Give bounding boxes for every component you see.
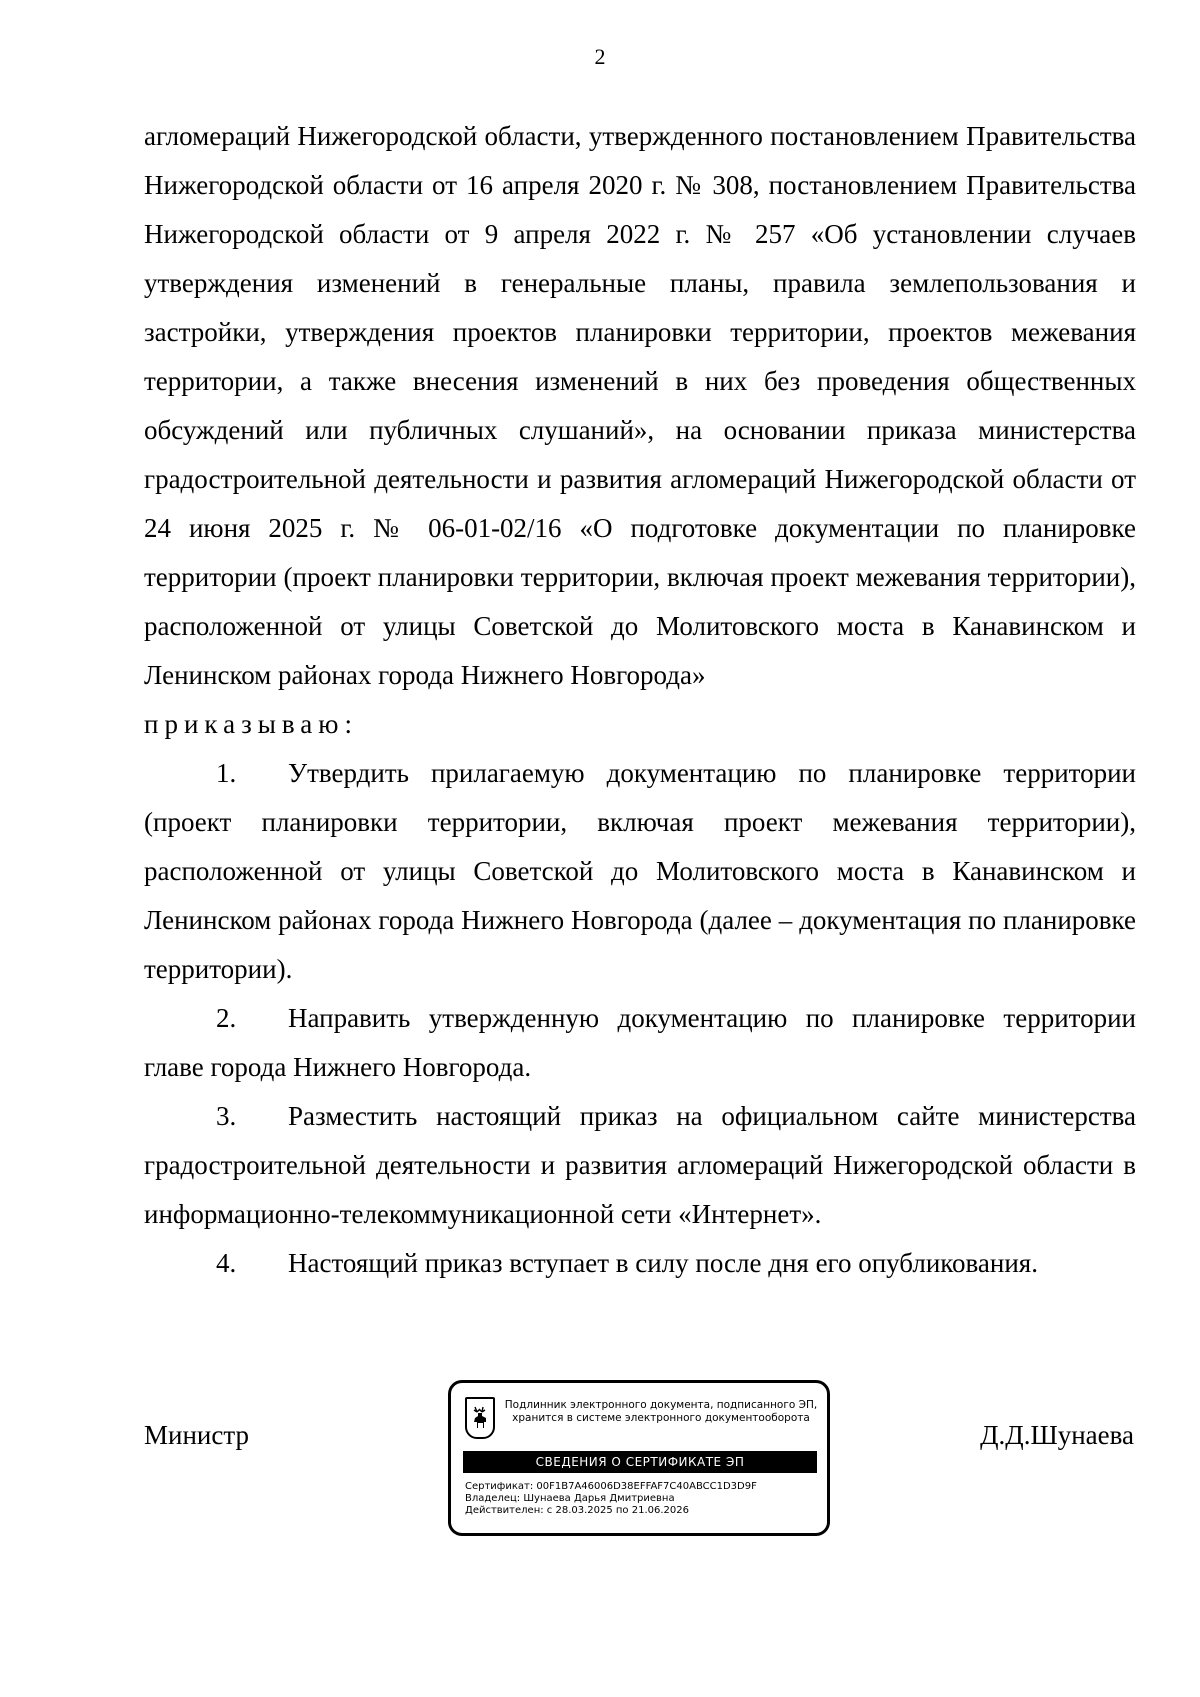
stamp-note-line: хранится в системе электронного документооборота	[512, 1412, 810, 1424]
order-item-2	[144, 994, 1136, 1092]
intro-paragraph: агломераций Нижегородской области, утвержденного постановлением Правительства Нижегородской области от 16 апреля 2020 г. № 308, постановлением Правительства Нижегородской области от 9 апреля 2022 г. № 257 «Об установлении случаев утверждения изменений в генеральные планы, правила землепользования и застройки, утверждения проектов планировки территории, проектов межевания территории, а также внесения изменений в них без проведения общественных обсуждений или публичных слушаний», на основании приказа министерства градостроительной деятельности и развития агломераций Нижегородской области от 24 июня 2025 г. № 06-01-02/16 «О подготовке документации по планировке территории (проект планировки территории, включая проект межевания территории), расположенной от улицы Советской до Молитовского моста в Канавинском и Ленинском районах города Нижнего Новгорода»	[144, 121, 1136, 690]
item-text: Направить утвержденную документацию по планировке территории главе города Нижнего Новгорода.	[144, 1003, 1136, 1082]
item-number: 3.	[216, 1101, 237, 1131]
electronic-signature-stamp	[448, 1380, 830, 1536]
order-item-4	[144, 1239, 1136, 1288]
certificate-details	[465, 1481, 815, 1517]
signer-title: Министр	[144, 1420, 249, 1450]
signer-name: Д.Д.Шунаева	[980, 1420, 1134, 1450]
certificate-owner: Владелец: Шунаева Дарья Дмитриевна	[465, 1493, 675, 1504]
item-number: 1.	[216, 758, 237, 788]
order-item-1	[144, 749, 1136, 994]
stamp-header: СВЕДЕНИЯ О СЕРТИФИКАТЕ ЭП	[463, 1451, 817, 1473]
item-number: 4.	[216, 1248, 237, 1278]
document-body	[144, 112, 1136, 1288]
item-text: Утвердить прилагаемую документацию по планировке территории (проект планировки территории, включая проект межевания территории), расположенной от улицы Советской до Молитовского моста в Канавинском и Ленинском районах города Нижнего Новгорода (далее – документация по планировке территории).	[144, 758, 1136, 984]
certificate-validity: Действителен: с 28.03.2025 по 21.06.2026	[465, 1505, 689, 1516]
stamp-note	[501, 1399, 821, 1425]
signature-block	[0, 1380, 1200, 1540]
page-number: 2	[594, 44, 606, 69]
order-word: приказываю:	[144, 709, 358, 739]
certificate-number: Сертификат: 00F1B7A46006D38EFFAF7C40ABCC1D3D9F	[465, 1481, 757, 1492]
deer-coat-of-arms-icon	[465, 1397, 495, 1439]
stamp-note-line: Подлинник электронного документа, подписанного ЭП,	[504, 1399, 818, 1411]
order-item-3	[144, 1092, 1136, 1239]
item-text: Настоящий приказ вступает в силу после дня его опубликования.	[288, 1248, 1038, 1278]
item-number: 2.	[216, 1003, 237, 1033]
item-text: Разместить настоящий приказ на официальном сайте министерства градостроительной деятельности и развития агломераций Нижегородской области в информационно-телекоммуникационной сети «Интернет».	[144, 1101, 1136, 1229]
